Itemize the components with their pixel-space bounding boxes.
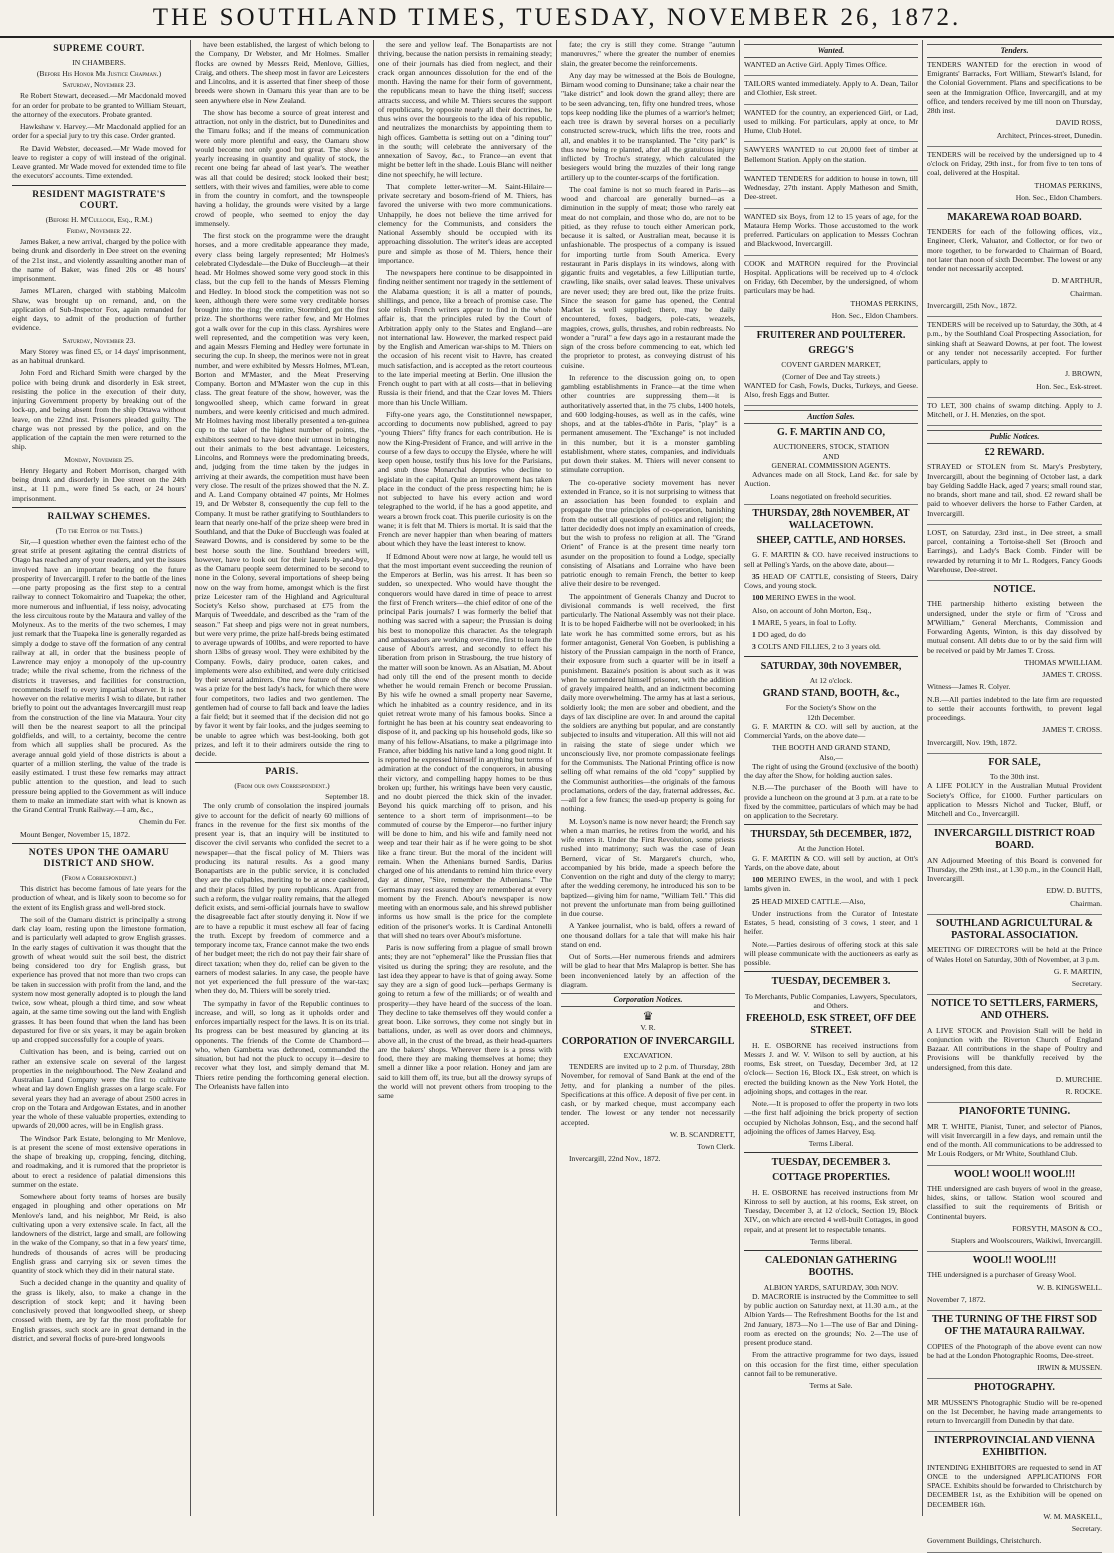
divider — [12, 185, 186, 186]
paris-paragraph: The sympathy in favor of the Republic continues to increase, and will, so long as it upholds order and enforces impartially respect for the laws. It is on its trial. Its progress can be best measured by glancing at its opponents. The friends of the Comte de Chambord—who, when Gambetta was dethroned, commanded the situation, but had not the pluck to occupy it—desire to recover what they lost, and simply demand that M. Thiers retire pending the forthcoming general election. The Orleanists have fallen into — [195, 998, 369, 1091]
tenders-heading: Tenders. — [927, 44, 1102, 58]
sale-note: Note.—Parties desirous of offering stock at this sale will please communicate with the auctioneers as early as possible. — [744, 939, 918, 968]
ad-text: MR T. WHITE, Pianist, Tuner, and selector of Pianos, will visit Invercargill in a few days, and remain until the end of the month. All communications to be addressed to Mr Louis Rodgers, or Mr White, Southland Club. — [927, 1121, 1102, 1159]
rm-before-line: (Before H. M'Culloch, Esq., R.M.) — [45, 214, 153, 224]
column-2[interactable] — [191, 40, 374, 1516]
railway-heading: RAILWAY SCHEMES. — [47, 511, 151, 522]
ad-signature: JAMES T. CROSS. — [1042, 670, 1102, 680]
gfm-title: G. F. MARTIN AND CO, — [777, 427, 885, 439]
court-date: Saturday, November 23. — [62, 80, 136, 90]
tender-ad — [927, 150, 1102, 209]
paris-subheading: (From our own Correspondent.) — [234, 780, 330, 790]
supreme-court-heading: SUPREME COURT. — [53, 44, 145, 54]
sale-date: TUESDAY, DECEMBER 3. — [771, 976, 891, 988]
ad-date: Invercargill, Nov. 19th, 1872. — [927, 737, 1017, 747]
oamaru-paragraph: The show has become a source of great interest and attraction, not only in the district, but to Dunedinites and the Timaru folks; and if the means of communication were only more plentiful and easy, the Oamaru show would become not only good but great. The show is yearly increasing in quantity and quality of stock, the recent one being far ahead of last year's. The weather was all that could be desired; stock looked their best; settlers, with their wives and families, were able to come in from the country in comfort, and the townspeople having a holiday, the grounds were visited by a large crowd of people, who seemed to enjoy the day immensely. — [195, 107, 369, 228]
sale-terms: Terms Liberal. — [808, 1139, 854, 1148]
divider — [744, 971, 918, 972]
sale-date: SATURDAY, 30th NOVEMBER, — [760, 660, 902, 672]
gfm-line: AUCTIONEERS, STOCK, STATION — [772, 442, 890, 452]
to-let-ad — [927, 401, 1102, 427]
ad-text: COOK and MATRON required for the Provincial Hospital. Applications will be received up to 4 o'clock on Friday, 6th December, by the undersigned, of whom particulars may be had. — [744, 258, 918, 296]
sale-text: D. MACRORIE is instructed by the Committee to sell by public auction on Saturday next, at 11.30 a.m., at the Albion Yards— The Refreshment Booths for the 1st and 2nd January, 1873—No 1—The use of Bar and Dining-room as erected on the grounds; No. 2—The use of present produce stand. — [744, 1291, 918, 1347]
fruiterer-heading: FRUITERER AND POULTERER. — [756, 330, 906, 341]
sale-text: H. E. OSBORNE has received instructions from Messrs J. and W. V. Wilson to sell by auction, at his rooms, Esk street, on Tuesday, December 3rd, at 12 o'clock— Section 16, Block IX., Esk street, on which is erected the building known as the New York Hotel, the adjoining shops, and cottages in the rear. — [744, 1040, 918, 1096]
sale-text: The right of using the Ground (exclusive of the booth) the day after the Show, for holding auction sales. — [744, 761, 918, 780]
sale-title: SHEEP, CATTLE, AND HORSES. — [756, 535, 906, 547]
divider — [744, 824, 918, 825]
covent-address: (Corner of Dee and Tay streets.) — [782, 371, 880, 381]
sale-text: Also, on account of John Morton, Esq., — [752, 605, 872, 615]
paris-paragraph: The coal famine is not so much feared in Paris—as wood and charcoal are generally burned—as a diminution in the supply of meat; those who rarely eat meat do not complain, and those who do, are not to be pitied, as they refuse to touch either American pork, because it is salted, or Australian meat, because it is unfashionable. The prospectus of a company is issued for importing turtle from South America. Every restaurant in Paris displays in its windows, along with gigantic fruits and vegetables, a few Lilliputian turtle, crawling, like snails, over salad leaves. These univalves are never used; they are bred out, like the prize fruits. Since the season for game has opened, the Central Market is well supplied; there, may be daily encountered, foxes, badgers, pole-cats, weazels, magpies, crows, gulls, thrushes, and robin redbreasts. No wonder a "rural" a few days ago in a restaurant made the sign of the cross before commencing to eat, which led the proprietor to protest, as conveying distrust of his cuisine. — [561, 184, 735, 370]
wanted-ad — [744, 174, 918, 209]
rm-paragraph: John Ford and Richard Smith were charged by the police with being drunk and disorderly in Esk street, resisting the police in the execution of their duty, injuring Government property by breaking out of the lock-up, and being absent from the ship Ottawa without leave, on the 22nd inst. Prisoners pleaded guilty. The charge was not pressed by the police, and on the application of the captain the men were returned to the ship. — [12, 368, 186, 452]
ad-role: Chairman. — [1070, 898, 1102, 908]
ad-signature: J. BROWN, — [1065, 369, 1102, 379]
paris-date: September 18. — [325, 792, 369, 802]
paris-paragraph: In reference to the discussion going on, to open gambling establishments in France—at the time when other countries are suppressing them—it is authoritatively asserted that, in the 75 clubs, 1400 hotels, and 600 lodging-houses, as well as in the cafés, wine shops, and at the tables-d'hôte in Paris, "play" is a permanent amusement. The "Exchange" is not included in this number, but it is a monster gambling establishment, where states, companies, and individuals put down their stakes. M. Thiers will never consent to stimulate corruption. — [561, 372, 735, 475]
public-notices-heading: Public Notices. — [927, 430, 1102, 444]
sale-text: 12th December. — [806, 712, 856, 722]
sale-text: To Merchants, Public Companies, Lawyers, Speculators, and Others. — [744, 991, 918, 1010]
reward-ad — [927, 462, 1102, 525]
ad-role: Hon. Sec., Eldon Chambers. — [1015, 192, 1102, 202]
sale-place: At the Junction Hotel. — [797, 844, 865, 854]
wanted-heading: Wanted. — [744, 44, 918, 58]
corporation-date: Invercargill, 22nd Nov., 1872. — [569, 1154, 661, 1164]
sale-time: At 12 o'clock. — [809, 675, 853, 685]
rm-date: Friday, November 22. — [66, 225, 132, 235]
makarewa-ad — [927, 227, 1102, 317]
wool-heading: WOOL! WOOL!! WOOL!!! — [953, 1168, 1076, 1180]
corporation-title: CORPORATION OF INVERCARGILL — [561, 1035, 735, 1047]
gfm-line: GENERAL COMMISSION AGENTS. — [771, 460, 891, 470]
ad-date: November 7, 1872. — [927, 1294, 986, 1304]
royal-crest-icon: ♛ — [642, 1008, 654, 1023]
ad-text: THE undersigned is a purchaser of Greasy Wool. — [927, 1270, 1076, 1280]
sale-text: H. E. OSBORNE has received instructions from Mr Kinross to sell by auction, at his rooms, Esk street, on Tuesday, December 3, at 12 o'clock, Section 19, Block XIV., on which are erected 4 well-built Cottages, in good repair, and at present let to respectable tenants. — [744, 1187, 918, 1234]
oamaru-paragraph: Such a decided change in the quantity and quality of the grass is likely, also, to make a change in the description of stock kept; and it having been conclusively proved that longwoolled sheep, or sheep crossed with them, are by far the most profitable for English grasses, such stock are in great demand in the district, and several flocks of pure-bred longwools — [12, 1278, 186, 1343]
idrb-ad — [927, 856, 1102, 915]
ad-text: TENDERS for each of the following offices, viz., Engineer, Clerk, Valuator, and Collector, or for two or more together, to be forwarded to Chairman of Board, not later than noon of sixth December. The lowest or any tender not necessarily accepted. — [927, 227, 1102, 274]
court-paragraph: Hawkshaw v. Harvey.—Mr Macdonald applied for an order for a special jury to try this case. Order granted. — [12, 122, 186, 141]
ad-text: COPIES of the Photograph of the above event can now be had at the London Photographic Rooms, Dee-street. — [927, 1341, 1102, 1360]
ad-text: WANTED for Cash, Fowls, Ducks, Turkeys, and Geese. Also, fresh Eggs and Butter. — [744, 380, 918, 400]
ad-text: WANTED TENDERS for addition to house in town, till Wednesday, 27th instant. Apply Matheson and Smith, Dee-street. — [744, 173, 918, 202]
photography-ad — [927, 1398, 1102, 1433]
ad-signature: R. ROCKE. — [1065, 1087, 1102, 1097]
sale-terms: Terms at Sale. — [809, 1381, 853, 1390]
gfm-text: Advances made on all Stock, Land &c. for sale by Auction. — [744, 470, 918, 489]
notice-heading: NOTICE. — [993, 584, 1036, 596]
gfm-and: AND — [822, 451, 840, 461]
for-sale-sub: To the 30th inst. — [989, 772, 1040, 781]
paris-paragraph: M. Loyson's name is now never heard; the French say when a man marries, he retires from the world, and his wife enters it. Under the First Revolution, some priests rushed into matrimony; such was the case of Jean Bernerd, vicar of St. Margaret's church, who, accompanied by his bride, made a speech before the Convention on the right and duty of the clergy to marry; after the wedding ceremony, he introduced his son to be baptized—giving him for name, "William Tell." This did not prevent the unfortunate man from being guillotined in due course. — [561, 816, 735, 918]
railway-letter: Sir,—I question whether even the faintest echo of the great strife at present agitating the central districts of Otago has reached any of your readers, and yet the issues involved have an important bearing on the future prosperity of Invercargill. I refer to the battle of the lines—one party proposing as the first step to a central railway to connect Tokomairiro and Tuapeka; the other, more numerous and influential, if less noisy, advocating the less circuitous route by the Mataura and valley of the Molyneux. As to the merits of the two schemes, I may just remark that the Tuapeka line is generally regarded as simply a dodge to stave off the formation of any central railway at all, in order that the business people of Lawrence may enjoy a monopoly of the up-country trade; while the rival scheme, from the richness of the districts it traverses, and facilities for construction, recommends itself to every impartial observer. It is not however on the relative merits I wish to dilate, but rather briefly to point out the advantages Invercargill must reap from the construction of the line via Mataura. Your city will then be the nearest seaport to all the principal goldfields, and will, to a certainty, become the centre from which all supplies shall be procured. As the average annual gold yield of those districts is about a quarter of a million sterling, the value of the trade is easily estimated. I trust these few remarks may attract public attention to the question, and lead to such pressure being applied to the Government as will induce them to make an immediate start with what is known as the Grand Central Trunk Railway.—I am, &c., — [12, 536, 186, 815]
paris-paragraph: Fifty-one years ago, the Constitutionnel newspaper, according to documents now published, agreed to pay "young Thiers" fifty francs for each contribution. He is now the King-President of France, and will arrive in the course of a few days to occupy the Elysée, where he will keep open house, testify thus his love for the Parisians, and snub those Monarchal deputies who decline to legislate in the capital. Quite an improvement has taken place in the conduct of the press respecting him; he is not subjected to have his every action and word telegraphed to the world, if he has a good appetite, and wears a brown frock coat. This puerile curiosity is on the wane; it is felt that M. Thiers is mortal. It is said that the French are never happier than when bearing of matters about which they have the least interest to know. — [378, 409, 552, 549]
corporation-paragraph: TENDERS are invited up to 2 p.m. of Thursday, 28th November, for removal of Sand Bank at the end of the Jetty, and for planking a number of the piles. Specifications at this office. A deposit of five per cent. in cash, or by marked cheque, must accompany each tender. The lowest or any tender not necessarily accepted. — [561, 1062, 735, 1127]
sale-desc: COLTS AND FILLIES, 2 to 3 years old. — [757, 642, 881, 652]
ad-signature: W. B. KINGSWELL. — [1036, 1282, 1102, 1292]
divider — [12, 843, 186, 844]
oamaru-paragraph: Cultivation has been, and is being, carried out on rather an extensive scale on several of the largest properties in the neighbourhood. The New Zealand and Australian Land Company were the first to cultivate wheat and lay down English grasses on a large scale. For several years they had an average of about 2500 acres in crop on the Totara and Ardgowan Estates, and in another year the whole of these valuable properties, extending to upwards of 20,000 acres, will be in English grass. — [12, 1047, 186, 1131]
greggs-title: GREGG'S — [808, 345, 854, 357]
wool-ad — [927, 1184, 1102, 1253]
sale-count: 35 — [752, 571, 760, 581]
ad-signature: THOMAS PERKINS, — [1034, 180, 1102, 190]
auction-sales-heading: Auction Sales. — [744, 410, 918, 424]
settlers-heading: NOTICE TO SETTLERS, FARMERS, AND OTHERS. — [931, 998, 1098, 1022]
sale-item — [744, 572, 918, 591]
settlers-ad — [927, 1026, 1102, 1104]
paris-heading: PARIS. — [265, 767, 299, 778]
paris-paragraph: The only crumb of consolation the inspired journals give to account for the deficit of nearly 60 millions of francs in the revenue for the first six months of the present year is, that an inquiry will be instituted to discover the civil servants who confided the secret to a newspaper—that the fiscal policy of M. Thiers was producing its natural results. As a good many Bonapartists are in the public service, it is concluded they are the culpables, meriting to be at once cashiered, and their places filled by pure republicans. Apart from such a reform, the vulgar reality remains, that the alleged deficit exists, and semi-official journals have to swallow the disagreeable fact after stoutly denying it. Now if we are to have a republic it must eschew all fear of facing the truth. Except by freedom of commerce and a temporary income tax, France cannot make the two ends of her budget meet; the rich do not pay their fair share of direct taxation; when they do, relief can be given to the earners of modest salaries. In any case, the people have not yet experienced the full pressure of the war-tax; when they do, M. Thiers will be sorely tried. — [195, 801, 369, 996]
ad-signature: D. MURCHIE. — [1055, 1074, 1102, 1084]
rm-date: Monday, November 25. — [64, 454, 134, 464]
judge-line: (Before His Honor Mr Justice Chapman.) — [36, 68, 162, 78]
court-paragraph: Re David Webster, deceased.—Mr Wade moved for leave to register a copy of will instead of the original. Leave granted. Mr Wade moved for extended time to file the executors' accounts. Time extended. — [12, 143, 186, 181]
sale-title: FREEHOLD, ESK STREET, OFF DEE STREET. — [745, 1013, 917, 1037]
sale-item — [744, 618, 918, 627]
sale-text: From the attractive programme for two days, issued on this occasion for the first time, either speculation cannot fail to be remunerative. — [744, 1350, 918, 1378]
sale-title: CALEDONIAN GATHERING BOOTHS. — [764, 1255, 898, 1279]
sale-desc: DO aged, do do — [757, 630, 806, 640]
sale-text: For the Society's Show on the — [785, 703, 877, 713]
oamaru-subheading: (From a Correspondent.) — [61, 872, 137, 882]
greggs-ad — [744, 381, 918, 407]
makarewa-heading: MAKAREWA ROAD BOARD. — [947, 212, 1082, 223]
ad-role: Hon. Sec., Esk-street. — [1036, 381, 1102, 391]
paris-paragraph: The newspapers here continue to be disappointed in finding neither sentiment nor tragedy in the settlement of the Alabama question; it is all a matter of pounds, shillings, and pence, like a breach of promise case. The sole relish French writers appear to find in the whole affair is, that the principles ruled by the Court of Arbitration apply only to the States and England—are not international law. However, the marked respect paid by the English and American war-ships to M. Thiers on the occasion of his recent visit to Havre, has created much satisfaction, and is accepted as the retort courteous to the late imperial meeting at Berlin. One illusion the French ought to part with at all costs—that in believing Russia is their friend, and that the Czar loves M. Thiers more than his Uncle William. — [378, 268, 552, 407]
rm-paragraph: James M'Laren, charged with stabbing Malcolm Shaw, was brought up on remand, and, on the application of Sub-Inspector Fox, again remanded for eight days, to admit of the production of further evidence. — [12, 286, 186, 333]
masthead — [0, 0, 1114, 38]
sale-text: Also,— — [819, 752, 843, 762]
idrb-heading: INVERCARGILL DISTRICT ROAD BOARD. — [934, 828, 1095, 852]
piano-ad — [927, 1122, 1102, 1166]
sale-desc: HEAD OF CATTLE, consisting of Steers, Dairy Cows, and young stock. — [744, 571, 919, 591]
oamaru-paragraph: This district has become famous of late years for the production of wheat, and is likely soon to become so for the extent of its English grass and well-bred stock. — [12, 884, 186, 912]
ad-role: Architect, Princes-street, Dunedin. — [996, 130, 1102, 140]
ad-role: Staplers and Woolscourers, Waikiwi, Invercargill. — [951, 1236, 1102, 1245]
rm-paragraph: Henry Hegarty and Robert Morrison, charged with being drunk and disorderly in Dee street on the 24th inst., at 11 p.m., were fined 5s each, or 24 hours' imprisonment. — [12, 465, 186, 503]
paris-paragraph: The appointment of Generals Chanzy and Ducrot to divisional commands is well received, the first particularly. The National Assembly was not their place. It is to be hoped Faidherbe will not be overlooked; in his late work he has committed some errors, but as his former antagonist, General Von Goeben, is publishing a history of the Prussian campaign in the north of France, their exposure from such a quarter will be in itself a punishment. Bazaine's position is about such as it was when he surrendered himself prisoner, with the addition of gravely impaired health, and an indictment becoming daily more overwhelming. The army has at last a serious, soldierly look; the men are sober and obedient, and the days of lax discipline are over. In and around the capital the soldiers are anything but popular, and are constantly subjected to insults and vituperation. All this will not aid in raising the state of siege under which we unconsciously live, nor promote compassionate feelings for the Communists. The National Printing office is now selling off what remains of the old "copy" supplied by the Communist authorities—the originals of the famous proclamations, orders of the day, fraternal addresses, &c.—all for a few francs; the used-up property is going for nothing. — [561, 591, 735, 814]
ad-text: N.B.—All parties indebted to the late firm are requested to settle their accounts forthwith, to prevent legal proceedings. — [927, 694, 1102, 723]
ad-role: Hon. Sec., Eldon Chambers. — [831, 310, 918, 320]
for-sale-ad — [927, 781, 1102, 825]
oamaru-paragraph: The Windsor Park Estate, belonging to Mr Menlove, is at present the scene of most extensive operations in the shape of breaking up, cropping, fencing, ditching, and roadmaking, and it is rumored that the proprietor is about to erect a residence of palatial dimensions this summer on the estate. — [12, 1133, 186, 1189]
ad-text: THE partnership hitherto existing between the undersigned, under the style or firm of "Cross and M'William," General Merchants, Commission and Forwarding Agents, Winton, is this day dissolved by mutual consent. All debts due to or by the said firm will be received or paid by Mr James T. Cross. — [927, 599, 1102, 655]
columns — [8, 40, 1106, 1546]
ad-role: Secretary. — [1071, 1524, 1102, 1534]
tender-ad — [927, 320, 1102, 398]
sale-date: TUESDAY, DECEMBER 3. — [771, 1157, 891, 1169]
vr-line: V. R. — [640, 1023, 656, 1033]
vienna-ad — [927, 1463, 1102, 1553]
wanted-ad — [744, 79, 918, 105]
ad-place: Government Buildings, Christchurch. — [927, 1536, 1042, 1546]
ad-text: SAWYERS WANTED to cut 20,000 feet of timber at Bellemont Station. Apply on the station. — [744, 145, 918, 164]
ad-text: AN Adjourned Meeting of this Board is convened for Thursday, the 29th inst., at 1.30 p.m., in the Council Hall, Invercargill. — [927, 855, 1102, 884]
oamaru-paragraph: The first stock on the programme were the draught horses, and a more creditable appearance they made, every class being largely represented; Mr Holmes's celebrated Clydesdale—the Duke of Buccleugh—at their head. Mr Holmes showed some very good stock in this class, but the cup fell to the hands of Messrs Fleming and Hedley. In blood stock the competition was not so keen, although there were some very creditable horses brought into the ring; the entire, Stormbird, got the first prize. The shorthorns were rather few, and Mr Holmes got a walk over for the cup in this class. Ayrshires were well represented, and the competition was very keen, and again Messrs Fleming and Hedley were fortunate in securing the cup. In sheep, the merinos were not in great number, and were exhibited by Messrs Holmes, M'Lean, Borton and M'Master, and the Meat Preserving Company. Borton and M'Master won the cup in this class. The great feature of the show, however, was the longwoolled sheep, which came forward in great numbers, and were keenly criticised and much admired. Mr Holmes having most liberally presented a ten-guinea cup to the taker of the highest number of points, the exhibitors seemed to have done their utmost in bringing out their animals to the best advantage. Leicesters, Lincolns, and Romneys were the predominating breeds, and, judging from the time taken by the judges in arriving at their awards, the competition must have been very close. The result of the prizes showed that the N. Z. and A. Land Company obtained 47 points, Mr Holmes 19, and Dr Webster 8, consequently the cup fell to the Company. It must be rather gratifying to Southlanders to learn that nearly one-half of the prize sheep were bred in Southland, and that the Duke of Buccleugh was foaled at Seaward Downs, and is considered by some to be the best horse south the line. Southland breeders will, however, have to look out for their laurels by-and-bye, as the Oamaru people seem determined to be second to none in the Colony, several importations of sheep being now on the way from home, amongst which is the first prize Leicester ram of the Highland and Agricultural Society's Kelso show, purchased at £75 from the Marquis of Tweeddale, and described as the "ram of the season." Fat sheep and pigs were not in great numbers, but were very prime, the prize half-breds being estimated to average upwards of 100lbs, and were reported to have shorn 13lbs of greasy wool. They were exhibited by the Company. Fowls, dairy produce, oaten cakes, and implements were also exhibited, and were duly criticised by their several admirers. One new feature of the show was a prize for the best lady's hack, for which there were four competitors, two ladies and two gentlemen. The gentlemen had of course to fall back and leave the ladies a fair field; but it seemed that if the decision did not go by favor it went by fair looks, and the judges seeming to be unable to agree which was best-looking, both got prizes, and left it to their admirers outside the ring to decide. — [195, 231, 369, 758]
ad-text: STRAYED or STOLEN from St. Mary's Presbytery, Invercargill, about the beginning of October last, a dark bay Gelding Saddle Hack, aged 7 years; small round star, no brands, short mane and tail, shod. £2 reward shall be paid to whoever delivers the horse to Father Carden, at Invercargill. — [927, 462, 1102, 518]
sale-count: 25 — [752, 896, 760, 906]
sale-item — [744, 897, 918, 906]
paris-paragraph: Any day may be witnessed at the Bois de Boulogne, Birnam wood coming to Dunsinane; take a chair near the "lake district" and look down the grand alley; there are to be seen advancing, ten, fifty one hundred trees, whose tops keep nodding like the plumes of a warrior's helmet; each tree is drawn by several horses on a peculiarly constructed screw-truck, which lifts the tree, roots and all, and enables it to be transplanted. The "city park" is thus now being re planted, after all the gratuitous injury inflicted by Trochu's strategy, which calculated the besiegers would bring the muzzles of their long range artillery up to the counter-scarps of the fortification. — [561, 70, 735, 182]
sale-desc: HEAD MIXED CATTLE.—Also, — [761, 896, 866, 906]
oamaru-paragraph: The soil of the Oamaru district is principally a strong dark clay loam, resting upon the limestone formation, and is particularly well adapted to grow English grasses. In the early stages of cultivation it was thought that the growth of wheat would suit the soil best, the district being considered too dry for English grass, but experience has proved that not more than two crops can be taken in succession with profit from the land, and the system now most generally adopted is to plough the land twice, sow wheat, plough a third time, and sow wheat again, at the same time sowing out the land with English grasses. It has been found that when the land has been depastured for five or six years, it may be again broken up and cropped successfully for a couple of years. — [12, 914, 186, 1045]
ad-signature: THOMAS PERKINS, — [850, 298, 918, 308]
sale-count: 1 — [752, 630, 756, 640]
vienna-heading: INTERPROVINCIAL AND VIENNA EXHIBITION. — [934, 1435, 1095, 1459]
ad-text: TAILORS wanted immediately. Apply to A. Dean, Tailor and Clothier, Esk street. — [744, 79, 918, 98]
rm-paragraph: James Baker, a new arrival, charged by the police with being drunk and disorderly in Dee street on the evening of the 21st inst., and violently assaulting another man of the name of Baker, was fined 20s or 48 hours' imprisonment. — [12, 237, 186, 284]
sale-date: ALBION YARDS, SATURDAY, 30th NOV. — [763, 1282, 899, 1292]
wanted-ad — [744, 212, 918, 256]
ad-role: Secretary. — [1071, 979, 1102, 988]
paris-paragraph: That complete letter-writer—M. Saint-Hilaire—private secretary and bosom-friend of M. Thiers, has favored the universe with two more communications. Unhappily, he does not believe the time arrived for clemency for the Communists, and considers the National Assembly should be occupied with its approaching dissolution. The writer's ideas are accepted pure and simple as those of M. Thiers, hence their importance. — [378, 181, 552, 265]
ad-text: TENDERS will be received by the undersigned up to 4 o'clock on Friday, 29th inst., for from five to ten tons of coal, delivered at the Hospital. — [927, 149, 1102, 178]
ad-signature: G. F. MARTIN, — [1053, 966, 1102, 976]
wanted-ad — [744, 108, 918, 143]
divider — [744, 1152, 918, 1153]
wanted-ad — [744, 145, 918, 171]
turning-ad — [927, 1342, 1102, 1380]
ad-text: MR MUSSEN'S Photographic Studio will be re-opened on the 1st December, he having made arrangements to return to Invercargill from Dunedin by that date. — [927, 1397, 1102, 1425]
corporation-notices-heading: Corporation Notices. — [561, 993, 735, 1007]
ad-text: TO LET, 300 chains of swamp ditching. Apply to J. Mitchell, or J. H. Menzies, on the spot. — [927, 400, 1102, 420]
corporation-role: Town Clerk. — [697, 1142, 735, 1152]
covent-garden: COVENT GARDEN MARKET, — [781, 360, 881, 370]
railway-place: Mount Benger, November 15, 1872. — [20, 829, 130, 839]
wanted-ad — [744, 60, 918, 76]
divider — [12, 507, 186, 508]
ad-text: TENDERS will be received up to Saturday, the 30th, at 4 p.m., by the Southland Coal Prospecting Association, for sinking shaft at Seaward Downs, at per foot. The lowest or any tender not necessarily accepted. For further particulars, apply to — [927, 320, 1102, 367]
divider — [744, 656, 918, 657]
ad-signature: W. M. MASKELL, — [1043, 1511, 1102, 1521]
sale-item — [744, 593, 918, 602]
ad-signature: IRWIN & MUSSEN. — [1037, 1363, 1102, 1373]
sale-note: N.B.—The purchaser of the Booth will have to provide a luncheon on the ground at 3 p.m. at a rate to be fixed by the committee, particulars of which may be had on application to the Secretary. — [744, 783, 918, 820]
sale-count: 3 — [752, 642, 756, 652]
sale-date: THURSDAY, 28th NOVEMBER, AT WALLACETOWN. — [752, 507, 910, 531]
sale-count: 1 — [752, 617, 756, 627]
sale-item — [744, 630, 918, 639]
ad-text: A LIVE STOCK and Provision Stall will be held in conjunction with the Riverton Church of England Bazaar. All contributions in the shape of Poultry and Provisions will be thankfully received by the undersigned, from this date. — [927, 1025, 1102, 1072]
corporation-signature: W. B. SCANDRETT, — [669, 1129, 735, 1139]
ad-text: WANTED six Boys, from 12 to 15 years of age, for the Mataura Hemp Works. Those accustomed to the work preferred. Particulars on application to Messrs Cochran and Blackwood, Invercargill. — [744, 211, 918, 249]
reward-heading: £2 REWARD. — [984, 447, 1045, 459]
oamaru-heading: NOTES UPON THE OAMARU DISTRICT AND SHOW. — [28, 847, 170, 870]
turning-heading: THE TURNING OF THE FIRST SOD OF THE MATAURA RAILWAY. — [932, 1314, 1097, 1338]
wool2-heading: WOOL!! WOOL!!! — [972, 1255, 1057, 1267]
ad-text: WANTED an Active Girl. Apply Times Office. — [744, 59, 887, 69]
railway-signature: Chemin du Fer. — [138, 817, 186, 827]
ad-text: THE undersigned are cash buyers of wool in the grease, hides, skins, or tallow. Station wool scoured and classified to suit the requirements of British or Continental buyers. — [927, 1183, 1102, 1221]
ad-signature: FORSYTH, MASON & CO., — [1012, 1223, 1102, 1233]
ad-text: TENDERS WANTED for the erection in wood of Emigrants' Barracks, Fort William, Stewart's Island, for the Colonial Government. Plans and specifications to be seen at the Immigration Office, Invercargill, and at my office, and tenders received by me till noon on Thursday, 28th inst. — [927, 59, 1102, 115]
oamaru-paragraph: have been established, the largest of which belong to the Company, Dr Webster, and Mr Holmes. Smaller flocks are owned by Messrs Reid, Menlove, Gillies, Craig, and others. The sheep most in favor are Leicesters and Lincolns, and it is asserted that finer sheep of those breeds were shown in Oamaru this year than are to be seen anywhere else in New Zealand. — [195, 40, 369, 105]
sale-note: Note.—It is proposed to offer the property in two lots—the first half adjoining the brick property of section occupied by Nicholas Johnson, Esq., and the second half adjoining the offices of James Harvey, Esq. — [744, 1099, 918, 1136]
tender-ad — [927, 60, 1102, 147]
sale-desc: MERINO EWES in the wool. — [765, 593, 856, 603]
sale-title: GRAND STAND, BOOTH, &c., — [762, 688, 900, 700]
sale-item — [744, 875, 918, 894]
lost-ad — [927, 528, 1102, 581]
gfm-loans: Loans negotiated on freehold securities. — [744, 492, 918, 505]
ad-text: A LIFE POLICY in the Australian Mutual Provident Society's Office, for £1000. Further particulars on application to Messrs Nichol and Tucker, Bluff, or Mitchell and Co., Invercargill. — [927, 781, 1102, 818]
court-paragraph: Re Robert Stewart, deceased.—Mr Macdonald moved for an order for probate to be granted to William Steuart, the attorney of the executors. Probate granted. — [12, 91, 186, 119]
rm-court-heading: RESIDENT MAGISTRATE'S COURT. — [32, 189, 166, 212]
sale-count: 100 — [752, 593, 764, 603]
sale-text: Under instructions from the Curator of Intestate Estates, 5 head, consisting of 3 cows, 1 steer, and 1 heifer. — [744, 908, 918, 937]
ad-text: LOST, on Saturday, 23rd inst., in Dee street, a small parcel, containing a Tortoise-shell Set (Brooch and Earrings), and Lady's Back Comb. Finder will be rewarded by returning it to Mr L. Rodgers, Fancy Goods Warehouse, Dee-street. — [927, 527, 1102, 574]
column-4[interactable] — [557, 40, 740, 1516]
sap-heading: SOUTHLAND AGRICULTURAL & PASTORAL ASSOCIATION. — [936, 917, 1093, 942]
sale-item — [744, 642, 918, 651]
paragraph: Out of Sorts.—Her numerous friends and admirers will be glad to hear that Mrs Malaprop is better. She has been inconvenienced lately by an affection of the diagram. — [561, 952, 735, 989]
ad-signature: D. M'ARTHUR, — [1051, 276, 1102, 286]
sale-desc: MERINO EWES, in the wool, and with 1 peck lambs given in. — [744, 875, 918, 894]
paris-paragraph: Paris is now suffering from a plague of small brown ants; they are not "ephemeral" like the Prussian flies that visited us during the spring; they are resolute, and the last idea they appear to have is that of going away. Some say they are a sign of good luck—perhaps Germany is going to return a few of the milliards; or of wealth and prosperity—they have heard of the success of the loan. They decline to take themselves off they would confer a great boon. Like sorrows, they come not singly but in battalions, under, as well as over doors and chimneys, above all, in the crust of the bread, as their head-quarters are the bakers' shops. Wherever there is a press with food, there they are making themselves at home; they smell a dinner like a poor relation. Honey and jam are said to kill them off, its true, but all the drowsy syrups of the world will not prevent others from trooping to the same — [378, 943, 552, 1100]
paris-paragraph: the sere and yellow leaf. The Bonapartists are not thriving, because the nation persists in remaining steady; one of their journals has died from neglect, and their crack organ announces dissolution for the end of the month. Having the name for their form of government, the republicans mean to have the thing itself; success attracts success, and while M. Thiers secures the support of republicans, by opposite nearly all their doctrines, he thus wins over the bourgeois to the idea of his republic, and neutralizes the monarchists by appointing them to high offices. Gambetta is setting out on a "dining tour" in the south; will celebrate the anniversary of the annexation of Savoy, &c., to France—an event that might be better left in the shade. Louis Blanc will neither dine not speechify, he will lecture. — [378, 40, 552, 179]
ad-date: Invercargill, 25th Nov., 1872. — [927, 300, 1017, 310]
wanted-ad — [744, 259, 918, 328]
ad-signature: EDW. D. BUTTS, — [1046, 886, 1102, 896]
rm-paragraph: Mary Storey was fined £5, or 14 days' imprisonment, as an habitual drunkard. — [12, 346, 186, 366]
sale-text: G. F. MARTIN & CO. have received instructions to sell at Pelling's Yards, on the above date, about— — [744, 550, 918, 569]
ad-signature: DAVID ROSS, — [1055, 118, 1102, 128]
ad-signature: JAMES T. CROSS. — [1042, 725, 1102, 735]
ad-witness: Witness—James R. Colyer. — [927, 682, 1011, 692]
ad-text: WANTED for the country, an experienced Girl, or Lad, used to milking. For particulars, apply at once, to Mr Hume, Club Hotel. — [744, 107, 918, 135]
paragraph: A Yankee journalist, who is bald, offers a reward of one thousand dollars for a tale that will make his hair stand on end. — [561, 921, 735, 949]
paris-paragraph: The co-operative society movement has never extended in France, so it is not surprising to witness that an association has been founded to explain and propagate the true principles of co-operation, banishing from the outset all questions of politics and religion; the latter decidedly does not imply an examination of creeds, but the wish to profess no religion at all. The "Grand Orient" of France is at the present time nearly torn asunder on the proposition to found a Lodge, specially consisting of Alsatians and Lorraine who have been patriotic enough to remain French, the better to keep alive their desire to be revenged. — [561, 477, 735, 589]
ad-signature: THOMAS M'WILLIAM. — [1024, 657, 1102, 667]
sale-date: THURSDAY, 5th DECEMBER, 1872, — [750, 829, 912, 841]
sale-text: G. F. MARTIN & CO. will sell by auction, at Ott's Yards, on the above date, about — [744, 853, 918, 872]
column-3[interactable] — [374, 40, 557, 1516]
excavation-title: EXCAVATION. — [623, 1050, 673, 1060]
sale-desc: MARE, 5 years, in foal to Lofty. — [757, 617, 857, 627]
column-5[interactable] — [740, 40, 923, 1516]
notice-ad — [927, 599, 1102, 754]
ad-text: MEETING OF DIRECTORS will be held at the Prince of Wales Hotel on Saturday, 30th of November, at 3 p.m. — [927, 945, 1102, 964]
sale-terms: Terms liberal. — [809, 1236, 853, 1246]
divider — [195, 762, 369, 763]
oamaru-paragraph: Somewhere about forty teams of horses are busily engaged in ploughing and other operations on Mr Menlove's land, and his neighbor, Mr Reid, is also cultivating upon a very extensive scale. In fact, all the landowners of the district, large and small, are following in the wake of the Company, so that in a few years' time, hundreds of thousands of acres will be producing English grass and carrying six or seven times the quantity of stock which they did in their natural state. — [12, 1192, 186, 1276]
column-6[interactable] — [923, 40, 1106, 1546]
railway-subheading: (To the Editor of the Times.) — [55, 525, 143, 535]
sale-text: G. F. MARTIN & CO. will sell by auction, at the Commercial Yards, on the above date— — [744, 721, 918, 740]
for-sale-heading: FOR SALE, — [988, 756, 1041, 768]
sale-title: COTTAGE PROPERTIES. — [772, 1172, 890, 1184]
column-1[interactable] — [8, 40, 191, 1516]
sap-ad — [927, 945, 1102, 995]
photography-heading: PHOTOGRAPHY. — [974, 1382, 1055, 1394]
sale-item: THE BOOTH AND GRAND STAND, — [771, 743, 891, 753]
newspaper-title: THE SOUTHLAND TIMES, TUESDAY, NOVEMBER 26, 1872. — [152, 4, 962, 31]
wool2-ad — [927, 1270, 1102, 1311]
paris-paragraph: fate; the cry is still they come. Strange "autumn manœuvres," where the greater the number of enemies slain, the greater become the reinforcements. — [561, 40, 735, 68]
sale-count: 100 — [752, 875, 764, 885]
piano-heading: PIANOFORTE TUNING. — [958, 1106, 1071, 1118]
ad-text: INTENDING EXHIBITORS are requested to send in AT ONCE to the undersigned APPLICATIONS FOR SPACE. Exhibits should be forwarded to Christchurch by DECEMBER 1st, as the Exhibition will be opened on DECEMBER 16th. — [927, 1462, 1102, 1509]
divider — [744, 1250, 918, 1251]
rm-date: Saturday, November 23. — [62, 335, 136, 345]
paris-paragraph: If Edmond About were now at large, he would tell us that the most important event succeeding the reunion of the Emperors at Berlin, was his arrest. It has been so sudden, so unexpected. Who would have thought the conquerors would have dared in time of peace to arrest the first of French writers—the chief editor of one of the principal Paris journals? I was formerly the belief that nothing was sacred with a sapeur; the Prussian is doing his best to monopolize this character. As the telegraph and ambassadors are working over-time, first to learn the cause of About's arrest, and secondly to effect his liberation from prison in Strasbourg, the true history of the matter will soon be known. As an Alsatian, M. About had only till the end of the present month to decide whether he would remain French or become Prussian. By his wife he owned a small property near Saverne, which he inhabited as a country residence, and in its quiet retreat wrote many of his famous books. Since a fortnight he has been at his country seat endeavoring to dispose of it, and packing up his household gods, like so many of his fellow-Alsatians, to make a pilgrimage into France, after bidding his native land a long good night. It is reported he expressed himself in anything but terms of admiration at the conduct of the conquerors, in abusing their victory, and compelling happy homes to be thus broken up; further, his writings have been very caustic, and no doubt pierced the thick skin of the invader. Beyond his quick marching off to prison, and his sentence to a short term of imprisonment—to be commuted of course by the Emperor—no further injury will be done to him, and his wife and family need not weep and tear their hair as if he were going to be shot like a franc tireur. But the moral of the incident will remain. When the Athenians burned Sardis, Darius charged one of his attendants to remind him thrice every day at dinner, "Sire, remember the Athenians." The Germans may rest assured they are remembered at every moment by the French. About's newspaper is now meeting with an enormous sale, and his shrewd publisher informs us how small is the price for the complete edition of the prisoner's works. It is Cardinal Antonelli that will shed no tears over About's misfortune. — [378, 551, 552, 940]
ad-role: Chairman. — [1070, 288, 1102, 298]
in-chambers-subheading: IN CHAMBERS. — [72, 57, 126, 67]
